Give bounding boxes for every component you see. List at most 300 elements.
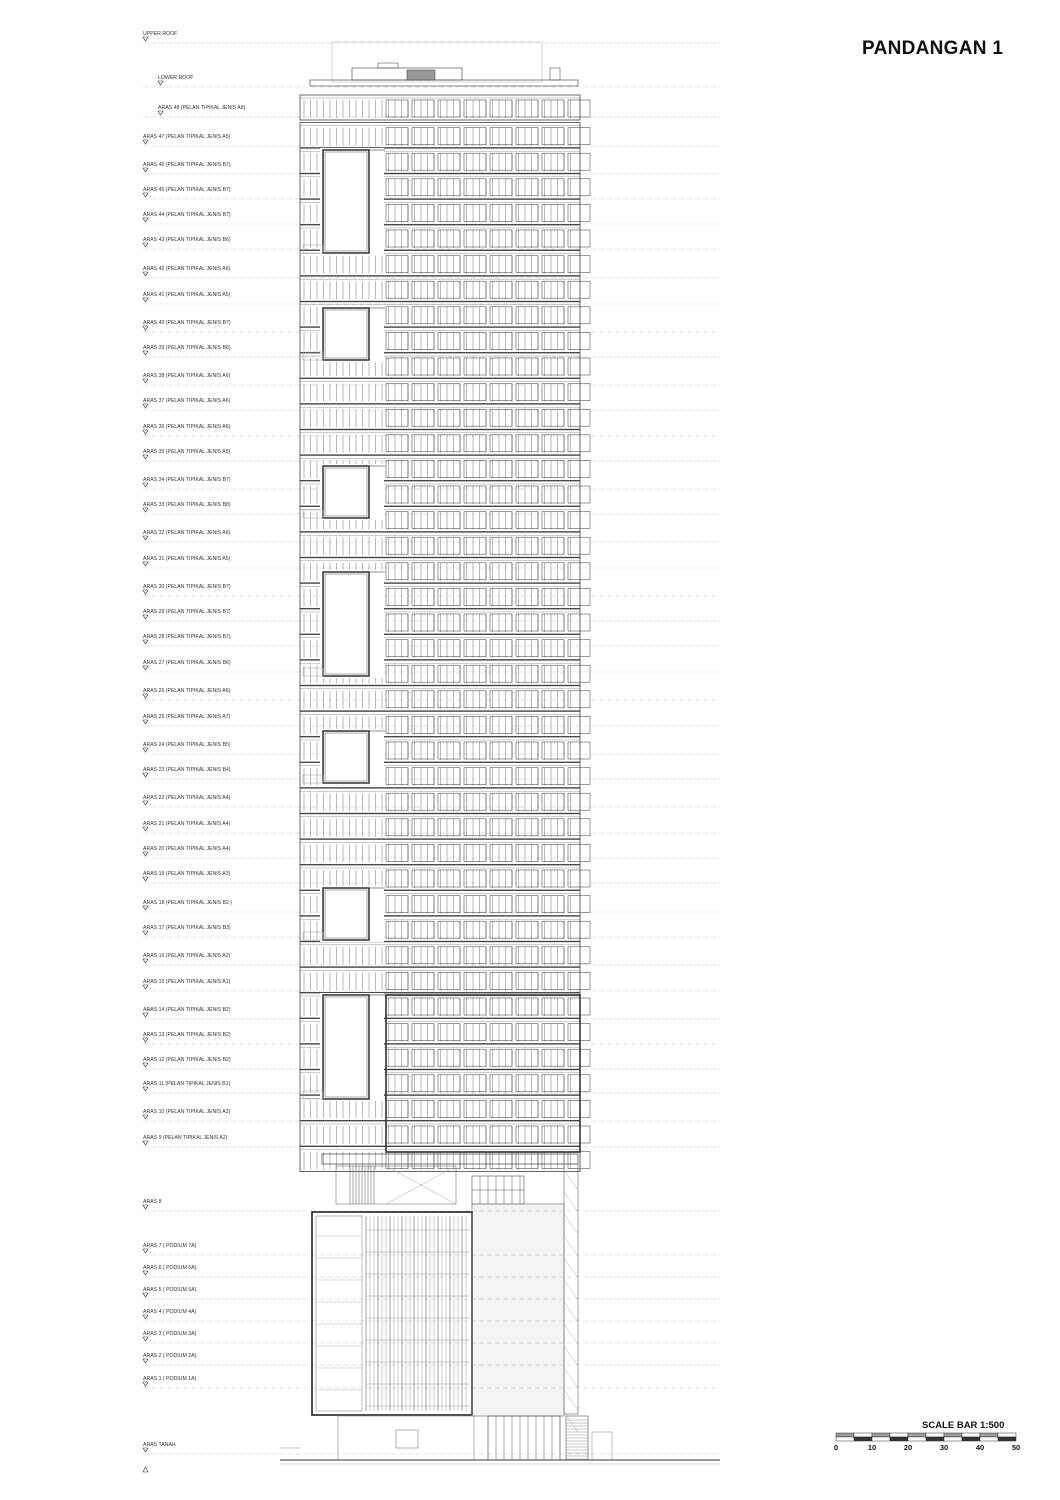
window-panel	[516, 1126, 538, 1143]
window-panel	[490, 1049, 512, 1066]
scale-segment	[872, 1433, 890, 1437]
window-panel	[464, 128, 486, 145]
level-marker-icon	[143, 298, 148, 302]
window-panel	[386, 896, 408, 913]
ground-wall	[338, 1416, 474, 1460]
window-panel	[386, 998, 408, 1015]
window-panel	[490, 1126, 512, 1143]
window-panel	[568, 588, 590, 605]
window-panel	[464, 358, 486, 375]
scale-segment	[962, 1433, 980, 1437]
window-panel	[568, 128, 590, 145]
level-label: ARAS 43 (PELAN TIPIKAL JENIS B6)	[143, 237, 231, 243]
level-marker-icon	[143, 536, 148, 540]
window-panel	[490, 486, 512, 503]
window-panel	[542, 128, 564, 145]
scale-tick-label: 50	[1011, 1443, 1021, 1452]
stair-bracing	[564, 1236, 578, 1256]
window-panel	[438, 179, 460, 196]
level-marker-icon	[143, 1141, 148, 1145]
sky-garden-void	[323, 572, 369, 676]
window-panel	[568, 972, 590, 989]
window-panel	[542, 640, 564, 657]
window-panel	[490, 691, 512, 708]
window-panel	[412, 460, 434, 477]
window-panel	[516, 204, 538, 221]
window-panel	[464, 716, 486, 733]
window-panel	[438, 1075, 460, 1092]
window-panel	[412, 1049, 434, 1066]
level-label: ARAS 42 (PELAN TIPIKAL JENIS A6)	[143, 266, 231, 272]
level-marker-icon	[143, 1205, 148, 1209]
window-panel	[464, 691, 486, 708]
window-panel	[412, 972, 434, 989]
window-panel	[490, 742, 512, 759]
window-panel	[464, 844, 486, 861]
window-panel	[490, 844, 512, 861]
level-label: ARAS 32 (PELAN TIPIKAL JENIS A6)	[143, 530, 231, 536]
window-panel	[490, 230, 512, 247]
window-panel	[464, 947, 486, 964]
window-panel	[516, 281, 538, 298]
window-panel	[412, 537, 434, 554]
level-marker-icon	[143, 985, 148, 989]
scale-segment	[998, 1433, 1016, 1437]
window-panel	[490, 640, 512, 657]
window-panel	[516, 409, 538, 426]
tower-floor	[300, 839, 590, 864]
window-panel	[386, 1024, 408, 1041]
window-panel	[542, 307, 564, 324]
window-panel	[490, 972, 512, 989]
window-panel	[438, 716, 460, 733]
window-panel	[464, 409, 486, 426]
podium-block	[312, 1212, 472, 1415]
window-panel	[490, 1075, 512, 1092]
window-panel	[464, 384, 486, 401]
sky-garden-void	[323, 731, 369, 783]
window-panel	[438, 614, 460, 631]
stair-core	[564, 1164, 578, 1414]
window-panel	[542, 1126, 564, 1143]
level-label: ARAS 12 (PELAN TIPIKAL JENIS B2)	[143, 1057, 231, 1063]
window-panel	[568, 640, 590, 657]
level-marker-icon	[143, 430, 148, 434]
window-panel	[516, 100, 538, 117]
window-panel	[568, 460, 590, 477]
level-marker-icon	[143, 1382, 148, 1386]
level-label: ARAS 6 ( PODIUM 6A)	[143, 1265, 197, 1271]
tower-floor	[300, 686, 590, 711]
window-panel	[386, 614, 408, 631]
window-panel	[464, 332, 486, 349]
window-panel	[490, 665, 512, 682]
level-label: ARAS 18 (PELAN TIPIKAL JENIS B2 )	[143, 900, 233, 906]
level-label: ARAS 14 (PELAN TIPIKAL JENIS B2)	[143, 1007, 231, 1013]
window-panel	[464, 486, 486, 503]
window-panel	[490, 128, 512, 145]
level-marker-icon	[143, 959, 148, 963]
window-panel	[516, 588, 538, 605]
window-panel	[412, 153, 434, 170]
stair-bracing	[564, 1324, 578, 1344]
window-panel	[464, 307, 486, 324]
window-panel	[464, 896, 486, 913]
window-panel	[516, 972, 538, 989]
level-label: ARAS 35 (PELAN TIPIKAL JENIS A5)	[143, 449, 231, 455]
window-panel	[412, 870, 434, 887]
window-panel	[516, 896, 538, 913]
window-panel	[542, 793, 564, 810]
level-marker-icon	[143, 1249, 148, 1253]
level-label: ARAS 23 (PELAN TIPIKAL JENIS B4)	[143, 767, 231, 773]
window-panel	[412, 921, 434, 938]
window-panel	[386, 921, 408, 938]
level-label: ARAS 19 (PELAN TIPIKAL JENIS A3)	[143, 871, 231, 877]
guardhouse	[592, 1432, 612, 1460]
window-panel	[412, 691, 434, 708]
stair-bracing	[564, 1214, 578, 1234]
window-panel	[438, 742, 460, 759]
window-panel	[516, 1049, 538, 1066]
level-label: ARAS 44 (PELAN TIPIKAL JENIS B7)	[143, 212, 231, 218]
window-panel	[542, 921, 564, 938]
level-label: ARAS 36 (PELAN TIPIKAL JENIS A6)	[143, 424, 231, 430]
scale-segment	[890, 1433, 908, 1437]
window-panel	[542, 384, 564, 401]
lobby-glazing	[488, 1416, 560, 1460]
window-panel	[412, 100, 434, 117]
window-panel	[438, 486, 460, 503]
window-panel	[386, 870, 408, 887]
window-panel	[386, 563, 408, 580]
window-panel	[568, 281, 590, 298]
window-panel	[490, 100, 512, 117]
window-panel	[516, 716, 538, 733]
window-panel	[568, 870, 590, 887]
window-panel	[542, 1075, 564, 1092]
level-marker-icon	[143, 801, 148, 805]
window-panel	[490, 537, 512, 554]
window-panel	[490, 1024, 512, 1041]
window-panel	[438, 793, 460, 810]
window-panel	[412, 768, 434, 785]
level-label: ARAS 45 (PELAN TIPIKAL JENIS B7)	[143, 187, 231, 193]
window-panel	[464, 281, 486, 298]
level-marker-icon	[143, 379, 148, 383]
window-panel	[386, 512, 408, 529]
tower-floor	[300, 404, 590, 429]
window-panel	[464, 793, 486, 810]
window-panel	[464, 100, 486, 117]
window-panel	[490, 614, 512, 631]
tower-elevation	[300, 42, 590, 1172]
window-panel	[542, 486, 564, 503]
window-panel	[386, 435, 408, 452]
scale-segment	[854, 1437, 872, 1441]
window-panel	[542, 716, 564, 733]
window-panel	[464, 435, 486, 452]
window-panel	[516, 460, 538, 477]
window-panel	[542, 409, 564, 426]
window-panel	[412, 1126, 434, 1143]
window-panel	[412, 640, 434, 657]
window-panel	[386, 281, 408, 298]
window-panel	[568, 435, 590, 452]
tower-floor	[300, 1147, 590, 1172]
level-marker-icon	[143, 1063, 148, 1067]
window-panel	[516, 1100, 538, 1117]
level-label: ARAS 11 (PELAN TIPIKAL JENIS B1)	[143, 1081, 231, 1087]
scale-segment	[908, 1437, 926, 1441]
window-panel	[464, 588, 486, 605]
podium-glazing	[316, 1216, 362, 1411]
level-marker-icon	[143, 326, 148, 330]
window-panel	[438, 1100, 460, 1117]
level-label: ARAS 37 (PELAN TIPIKAL JENIS A6)	[143, 398, 231, 404]
level-label: ARAS 47 (PELAN TIPIKAL JENIS A5)	[143, 134, 231, 140]
window-panel	[386, 640, 408, 657]
window-panel	[412, 358, 434, 375]
level-marker-icon	[143, 666, 148, 670]
window-panel	[386, 1126, 408, 1143]
window-panel	[412, 256, 434, 273]
level-label: ARAS 8	[143, 1199, 162, 1205]
level-marker-icon	[143, 615, 148, 619]
window-panel	[438, 409, 460, 426]
window-panel	[386, 588, 408, 605]
stair-bracing	[564, 1302, 578, 1322]
window-panel	[516, 153, 538, 170]
window-panel	[542, 1024, 564, 1041]
window-panel	[542, 537, 564, 554]
window-panel	[412, 896, 434, 913]
window-panel	[568, 256, 590, 273]
level-marker-icon	[143, 193, 148, 197]
level-label: ARAS 16 (PELAN TIPIKAL JENIS A2)	[143, 953, 231, 959]
level-label: ARAS 26 (PELAN TIPIKAL JENIS A6)	[143, 688, 231, 694]
tower-floor	[300, 967, 590, 992]
level-label: ARAS 13 (PELAN TIPIKAL JENIS B2)	[143, 1032, 231, 1038]
window-panel	[542, 563, 564, 580]
window-panel	[490, 998, 512, 1015]
window-panel	[542, 870, 564, 887]
window-panel	[412, 947, 434, 964]
window-panel	[542, 179, 564, 196]
window-panel	[438, 588, 460, 605]
level-marker-icon	[143, 1315, 148, 1319]
window-panel	[386, 537, 408, 554]
window-panel	[412, 307, 434, 324]
level-label: ARAS 24 (PELAN TIPIKAL JENIS B5)	[143, 742, 231, 748]
window-panel	[464, 1024, 486, 1041]
level-marker-icon	[143, 243, 148, 247]
window-panel	[412, 665, 434, 682]
window-panel	[542, 896, 564, 913]
window-panel	[516, 358, 538, 375]
window-panel	[490, 921, 512, 938]
window-panel	[412, 1024, 434, 1041]
scale-segment	[944, 1437, 962, 1441]
window-panel	[568, 1049, 590, 1066]
window-panel	[412, 998, 434, 1015]
level-marker-icon	[143, 1013, 148, 1017]
window-panel	[464, 1100, 486, 1117]
level-marker-icon	[143, 827, 148, 831]
level-marker-icon	[143, 1293, 148, 1297]
level-label: UPPER ROOF	[143, 31, 178, 37]
window-panel	[542, 691, 564, 708]
window-panel	[386, 793, 408, 810]
window-panel	[386, 486, 408, 503]
window-panel	[412, 844, 434, 861]
stair-bracing	[564, 1258, 578, 1278]
window-panel	[490, 819, 512, 836]
window-panel	[386, 153, 408, 170]
window-panel	[490, 384, 512, 401]
scale-segment	[908, 1433, 926, 1437]
window-panel	[386, 768, 408, 785]
window-panel	[490, 332, 512, 349]
window-panel	[464, 921, 486, 938]
scale-segment	[998, 1437, 1016, 1441]
level-marker-icon	[143, 562, 148, 566]
window-panel	[464, 870, 486, 887]
level-label: ARAS 41 (PELAN TIPIKAL JENIS A5)	[143, 292, 231, 298]
tower-floor	[300, 123, 590, 148]
window-panel	[490, 896, 512, 913]
window-panel	[568, 1075, 590, 1092]
window-panel	[542, 358, 564, 375]
window-panel	[516, 256, 538, 273]
window-panel	[386, 256, 408, 273]
window-panel	[516, 537, 538, 554]
window-panel	[386, 358, 408, 375]
podium-elevation	[312, 1154, 578, 1432]
window-panel	[438, 844, 460, 861]
level-label: ARAS 38 (PELAN TIPIKAL JENIS A6)	[143, 373, 231, 379]
level-label: ARAS 46 (PELAN TIPIKAL JENIS B7)	[143, 162, 231, 168]
window-panel	[386, 128, 408, 145]
window-panel	[386, 972, 408, 989]
window-panel	[412, 435, 434, 452]
window-panel	[568, 921, 590, 938]
window-panel	[542, 998, 564, 1015]
tower-floor	[300, 788, 590, 813]
level-label: ARAS 7 ( PODIUM 7A)	[143, 1243, 197, 1249]
level-label: ARAS 5 ( PODIUM 5A)	[143, 1287, 197, 1293]
window-panel	[412, 588, 434, 605]
window-panel	[568, 1126, 590, 1143]
window-panel	[516, 486, 538, 503]
window-panel	[438, 537, 460, 554]
window-panel	[568, 896, 590, 913]
window-panel	[490, 204, 512, 221]
scale-segment	[944, 1433, 962, 1437]
scale-segment	[980, 1437, 998, 1441]
window-panel	[412, 204, 434, 221]
window-panel	[386, 665, 408, 682]
window-panel	[386, 691, 408, 708]
level-label: ARAS 28 (PELAN TIPIKAL JENIS B7)	[143, 634, 231, 640]
window-panel	[516, 384, 538, 401]
level-marker-icon	[143, 590, 148, 594]
window-panel	[438, 435, 460, 452]
window-panel	[542, 204, 564, 221]
level-marker-icon	[143, 455, 148, 459]
window-panel	[542, 614, 564, 631]
window-panel	[464, 768, 486, 785]
tower-floor	[300, 276, 590, 301]
window-panel	[412, 793, 434, 810]
window-panel	[464, 153, 486, 170]
window-panel	[516, 844, 538, 861]
level-marker-icon	[143, 1448, 148, 1452]
window-panel	[412, 716, 434, 733]
transfer-slab	[322, 1154, 578, 1164]
level-label: ARAS 48 (PELAN TIPIKAL JENIS A8)	[158, 105, 246, 111]
level-guide-lines	[143, 43, 720, 1454]
window-panel	[516, 665, 538, 682]
window-panel	[386, 947, 408, 964]
window-panel	[386, 100, 408, 117]
window-panel	[412, 409, 434, 426]
window-panel	[386, 716, 408, 733]
window-panel	[542, 460, 564, 477]
window-panel	[464, 1075, 486, 1092]
window-panel	[516, 1075, 538, 1092]
ground-door	[396, 1430, 418, 1448]
level-label: ARAS 2 ( PODIUM 2A)	[143, 1353, 197, 1359]
window-panel	[568, 486, 590, 503]
level-label: ARAS 9 (PELAN TIPIKAL JENIS A2)	[143, 1135, 228, 1141]
window-panel	[412, 230, 434, 247]
window-panel	[490, 307, 512, 324]
window-panel	[412, 179, 434, 196]
window-panel	[568, 1100, 590, 1117]
window-panel	[464, 665, 486, 682]
window-panel	[542, 742, 564, 759]
window-panel	[568, 230, 590, 247]
scale-bar	[834, 1433, 1020, 1452]
level-marker-icon	[143, 272, 148, 276]
level-marker-icon	[158, 81, 163, 85]
stair-bracing	[564, 1390, 578, 1410]
level-label: ARAS 15 (PELAN TIPIKAL JENIS A1)	[143, 979, 231, 985]
window-panel	[516, 793, 538, 810]
window-panel	[542, 947, 564, 964]
window-panel	[438, 1049, 460, 1066]
window-panel	[516, 947, 538, 964]
window-panel	[386, 460, 408, 477]
level-label: ARAS 40 (PELAN TIPIKAL JENIS B7)	[143, 320, 231, 326]
window-panel	[438, 947, 460, 964]
window-panel	[568, 563, 590, 580]
window-panel	[412, 384, 434, 401]
window-panel	[490, 563, 512, 580]
sky-garden-void	[323, 888, 369, 940]
level-label: ARAS 29 (PELAN TIPIKAL JENIS B7)	[143, 609, 231, 615]
scale-tick-label: 0	[833, 1443, 839, 1452]
window-panel	[464, 230, 486, 247]
window-panel	[438, 128, 460, 145]
window-panel	[386, 1075, 408, 1092]
scale-tick-label: 40	[975, 1443, 985, 1452]
window-panel	[568, 768, 590, 785]
window-panel	[386, 844, 408, 861]
level-label: ARAS 21 (PELAN TIPIKAL JENIS A4)	[143, 821, 231, 827]
window-panel	[516, 998, 538, 1015]
